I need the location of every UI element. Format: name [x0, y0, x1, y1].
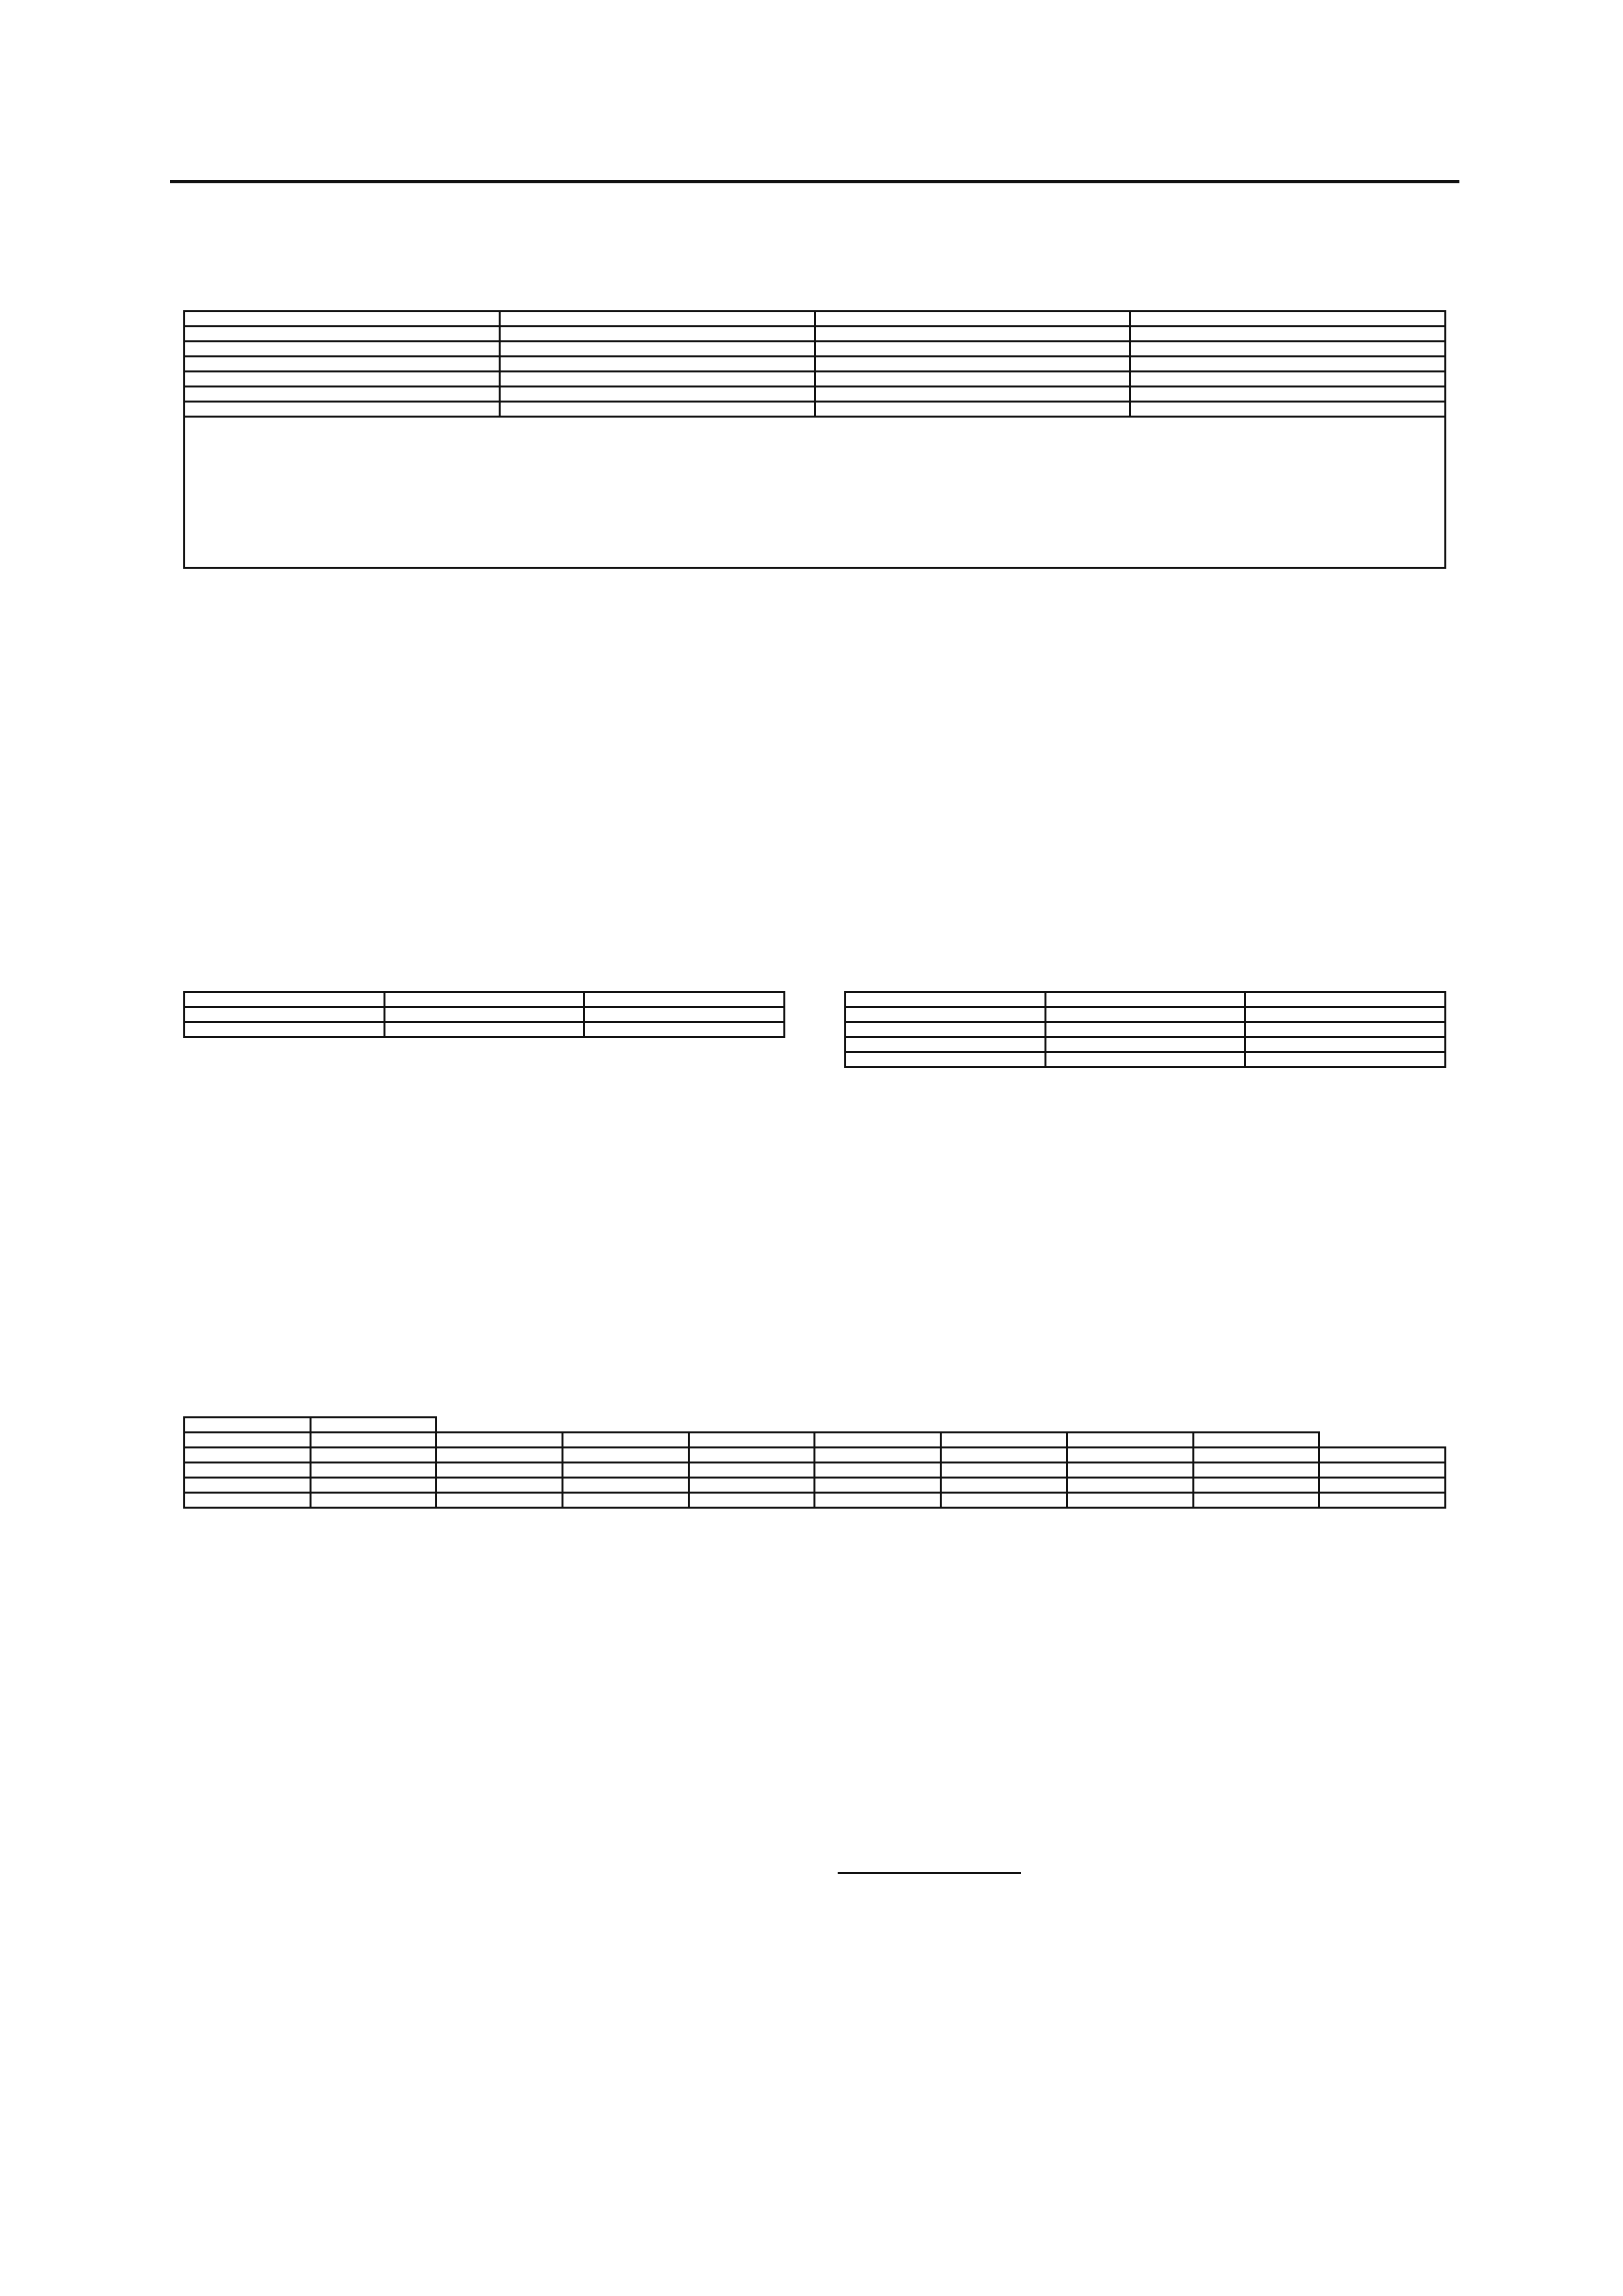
table-row [185, 1448, 1446, 1463]
table-d-label [183, 1361, 1446, 1388]
header-row [185, 1418, 1446, 1433]
header-cell [563, 1433, 689, 1448]
table-b [183, 991, 785, 1038]
table-cell [815, 372, 1130, 387]
table-cell [310, 1448, 437, 1463]
table-cell [499, 342, 815, 357]
header-cell [941, 1433, 1067, 1448]
table-cell [584, 1022, 785, 1037]
table-cell [185, 372, 500, 387]
table-a-head [185, 312, 1446, 342]
header-cell [310, 1433, 437, 1448]
table-cell [688, 1478, 815, 1493]
table-cell [185, 1478, 311, 1493]
table-cell [185, 342, 500, 357]
page-number [170, 173, 196, 180]
table-c [844, 991, 1446, 1068]
table-cell [1130, 372, 1446, 387]
table-cell [941, 1463, 1067, 1478]
table-cell [1045, 1052, 1245, 1067]
table-cell [846, 1022, 1046, 1037]
table-cell [941, 1478, 1067, 1493]
footnote-rule [838, 1872, 1021, 1874]
table-b-title [183, 962, 785, 991]
table-cell [815, 357, 1130, 372]
table-cell [815, 1463, 941, 1478]
table-cell [185, 1463, 311, 1478]
table-cell [185, 402, 500, 417]
table-cell [1319, 1463, 1446, 1478]
table-cell [563, 1493, 689, 1508]
table-row [185, 372, 1446, 387]
header-cell [185, 327, 500, 342]
page-header [170, 141, 1459, 183]
table-cell [499, 357, 815, 372]
table-a-body [185, 342, 1446, 417]
table-row [846, 1037, 1446, 1052]
table-cell [499, 402, 815, 417]
header-cell [185, 992, 385, 1007]
table-cell [815, 402, 1130, 417]
table-cell [1245, 1037, 1446, 1052]
table-row [185, 1007, 785, 1022]
table-cell [563, 1448, 689, 1463]
table-b-body [185, 1007, 785, 1037]
table-cell [384, 1022, 584, 1037]
header-cell [185, 1433, 311, 1448]
table-cell [1067, 1478, 1193, 1493]
header-cell [185, 312, 500, 327]
table-a [183, 310, 1446, 418]
table-cell [1319, 1478, 1446, 1493]
header-row [185, 992, 785, 1007]
header-cell [384, 992, 584, 1007]
table-cell [1130, 357, 1446, 372]
table-cell [384, 1007, 584, 1022]
table-cell [499, 372, 815, 387]
table-cell [941, 1448, 1067, 1463]
table-a-label [183, 255, 1446, 281]
table-cell [185, 1448, 311, 1463]
table-cell [437, 1478, 563, 1493]
table-a-block [183, 255, 1446, 569]
table-cell [1130, 342, 1446, 357]
table-cell [1193, 1478, 1319, 1493]
table-cell [815, 1478, 941, 1493]
table-cell [1245, 1007, 1446, 1022]
table-cell [846, 1037, 1046, 1052]
table-d-head [185, 1418, 1446, 1448]
header-row [185, 1433, 1446, 1448]
table-row [846, 1007, 1446, 1022]
table-c-block [844, 936, 1446, 1068]
table-cell [310, 1493, 437, 1508]
table-cell [185, 387, 500, 402]
table-d-title [183, 1388, 1446, 1416]
table-cell [688, 1463, 815, 1478]
table-cell [1245, 1052, 1446, 1067]
table-row [846, 1052, 1446, 1067]
header-cell [499, 327, 815, 342]
table-cell [1067, 1448, 1193, 1463]
table-cell [1045, 1007, 1245, 1022]
header-cell [1045, 992, 1245, 1007]
table-b-head [185, 992, 785, 1007]
table-cell [815, 1448, 941, 1463]
header-row [185, 312, 1446, 327]
header-cell [815, 312, 1130, 327]
table-cell [815, 387, 1130, 402]
table-cell [185, 1493, 311, 1508]
table-row [185, 387, 1446, 402]
table-cell [1319, 1448, 1446, 1463]
table-cell [815, 1493, 941, 1508]
table-row [185, 402, 1446, 417]
table-cell [185, 1007, 385, 1022]
header-cell [185, 1418, 311, 1433]
header-cell [1130, 312, 1446, 327]
table-cell [310, 1463, 437, 1478]
table-c-label [844, 936, 1446, 962]
table-cell [688, 1448, 815, 1463]
table-b-block [183, 936, 785, 1038]
table-cell [563, 1463, 689, 1478]
table-cell [1245, 1022, 1446, 1037]
table-cell [499, 387, 815, 402]
table-c-title [844, 962, 1446, 991]
table-b-label [183, 936, 785, 962]
header-cell [688, 1433, 815, 1448]
table-cell [584, 1007, 785, 1022]
table-cell [185, 357, 500, 372]
header-cell [815, 1433, 941, 1448]
table-a-title [183, 281, 1446, 310]
table-row [185, 342, 1446, 357]
table-cell [846, 1007, 1046, 1022]
table-cell [1067, 1463, 1193, 1478]
table-cell [1067, 1493, 1193, 1508]
table-row [185, 357, 1446, 372]
table-cell [437, 1463, 563, 1478]
table-cell [1130, 402, 1446, 417]
header-cell [1245, 992, 1446, 1007]
table-d [183, 1416, 1446, 1509]
footnote [838, 1872, 1446, 1883]
table-d-body [185, 1448, 1446, 1508]
table-cell [1045, 1037, 1245, 1052]
table-cell [437, 1493, 563, 1508]
header-cell [310, 1418, 437, 1433]
table-cell [1193, 1463, 1319, 1478]
table-cell [1045, 1022, 1245, 1037]
header-cell [846, 992, 1046, 1007]
header-cell [584, 992, 785, 1007]
table-cell [1319, 1493, 1446, 1508]
header-cell [1193, 1433, 1319, 1448]
table-row [185, 1478, 1446, 1493]
table-row [185, 1493, 1446, 1508]
table-row [185, 1022, 785, 1037]
table-a-notes [183, 418, 1446, 569]
table-cell [437, 1448, 563, 1463]
table-cell [815, 342, 1130, 357]
table-cell [688, 1493, 815, 1508]
table-cell [1193, 1493, 1319, 1508]
table-cell [185, 1022, 385, 1037]
table-cell [846, 1052, 1046, 1067]
header-cell [1067, 1433, 1193, 1448]
table-cell [563, 1478, 689, 1493]
table-cell [310, 1478, 437, 1493]
table-cell [941, 1493, 1067, 1508]
header-row [185, 327, 1446, 342]
header-cell [1130, 327, 1446, 342]
table-c-body [846, 1007, 1446, 1067]
header-cell [815, 327, 1130, 342]
header-cell [437, 1433, 563, 1448]
table-d-block [183, 1361, 1446, 1509]
table-row [185, 1463, 1446, 1478]
table-c-head [846, 992, 1446, 1007]
table-cell [1193, 1448, 1319, 1463]
table-cell [1130, 387, 1446, 402]
header-row [846, 992, 1446, 1007]
table-row [846, 1022, 1446, 1037]
header-cell [499, 312, 815, 327]
